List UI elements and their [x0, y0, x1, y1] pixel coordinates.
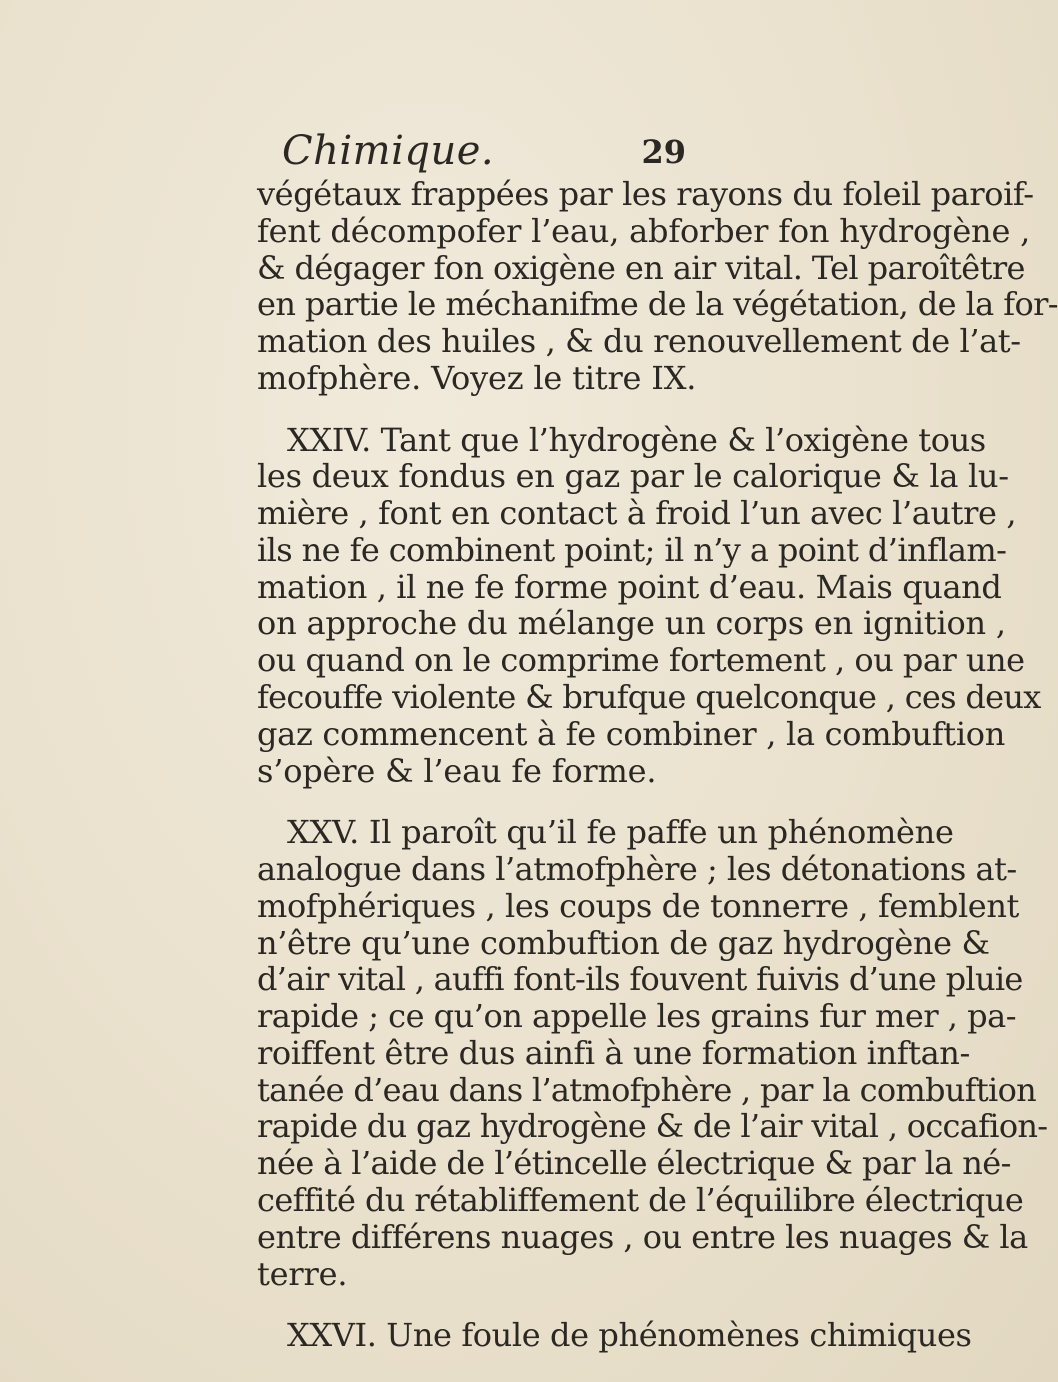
text-line: rapide du gaz hydrogène & de l’air vital , occafion- [257, 1107, 1048, 1145]
text-line: née à l’aide de l’étincelle électrique & par la né- [257, 1144, 1011, 1182]
text-line: rapide ; ce qu’on appelle les grains fur mer , pa- [257, 997, 1016, 1035]
text-line: XXVI. Une foule de phénomènes chimiques [287, 1316, 972, 1354]
text-line: mofphère. Voyez le titre IX. [257, 359, 697, 397]
text-line: ou quand on le comprime fortement , ou par une [257, 641, 1025, 679]
text-line: fent décompofer l’eau, abforber fon hydrogène , [257, 212, 1031, 250]
text-line: en partie le méchanifme de la végétation, de la for- [257, 285, 1058, 323]
running-head-title: Chimique. [282, 128, 495, 174]
running-head [258, 128, 698, 174]
text-line: terre. [257, 1255, 348, 1293]
text-line: tanée d’eau dans l’atmofphère , par la combuftion [257, 1071, 1037, 1109]
text-line: mofphériques , les coups de tonnerre , femblent [257, 887, 1019, 925]
text-line: mière , font en contact à froid l’un avec l’autre , [257, 494, 1017, 532]
text-line: XXIV. Tant que l’hydrogène & l’oxigène tous [287, 421, 986, 459]
text-line: fecouffe violente & brufque quelconque , ces deux [257, 678, 1041, 716]
text-line: XXV. Il paroît qu’il fe paffe un phénomène [287, 813, 954, 851]
text-line: & dégager fon oxigène en air vital. Tel paroîtêtre [257, 249, 1025, 287]
text-line: les deux fondus en gaz par le calorique & la lu- [257, 457, 1009, 495]
text-line: d’air vital , auffi font-ils fouvent fuivis d’une pluie [257, 960, 1023, 998]
text-line: gaz commencent à fe combiner , la combuftion [257, 715, 1006, 753]
text-line: roiffent être dus ainfi à une formation inftan- [257, 1034, 970, 1072]
text-line: ils ne fe combinent point; il n’y a point d’inflam- [257, 531, 1007, 569]
text-line: mation , il ne fe forme point d’eau. Mais quand [257, 568, 1002, 606]
text-line: ceffité du rétabliffement de l’équilibre électrique [257, 1181, 1024, 1219]
text-line: s’opère & l’eau fe forme. [257, 752, 657, 790]
text-line: végétaux frappées par les rayons du foleil paroif- [257, 175, 1034, 213]
text-line: mation des huiles , & du renouvellement de l’at- [257, 322, 1021, 360]
page-number: 29 [641, 133, 686, 171]
text-line: entre différens nuages , ou entre les nuages & la [257, 1218, 1028, 1256]
text-line: analogue dans l’atmofphère ; les détonations at- [257, 850, 1017, 888]
text-line: n’être qu’une combuftion de gaz hydrogène & [257, 924, 990, 962]
text-line: on approche du mélange un corps en ignition , [257, 604, 1006, 642]
